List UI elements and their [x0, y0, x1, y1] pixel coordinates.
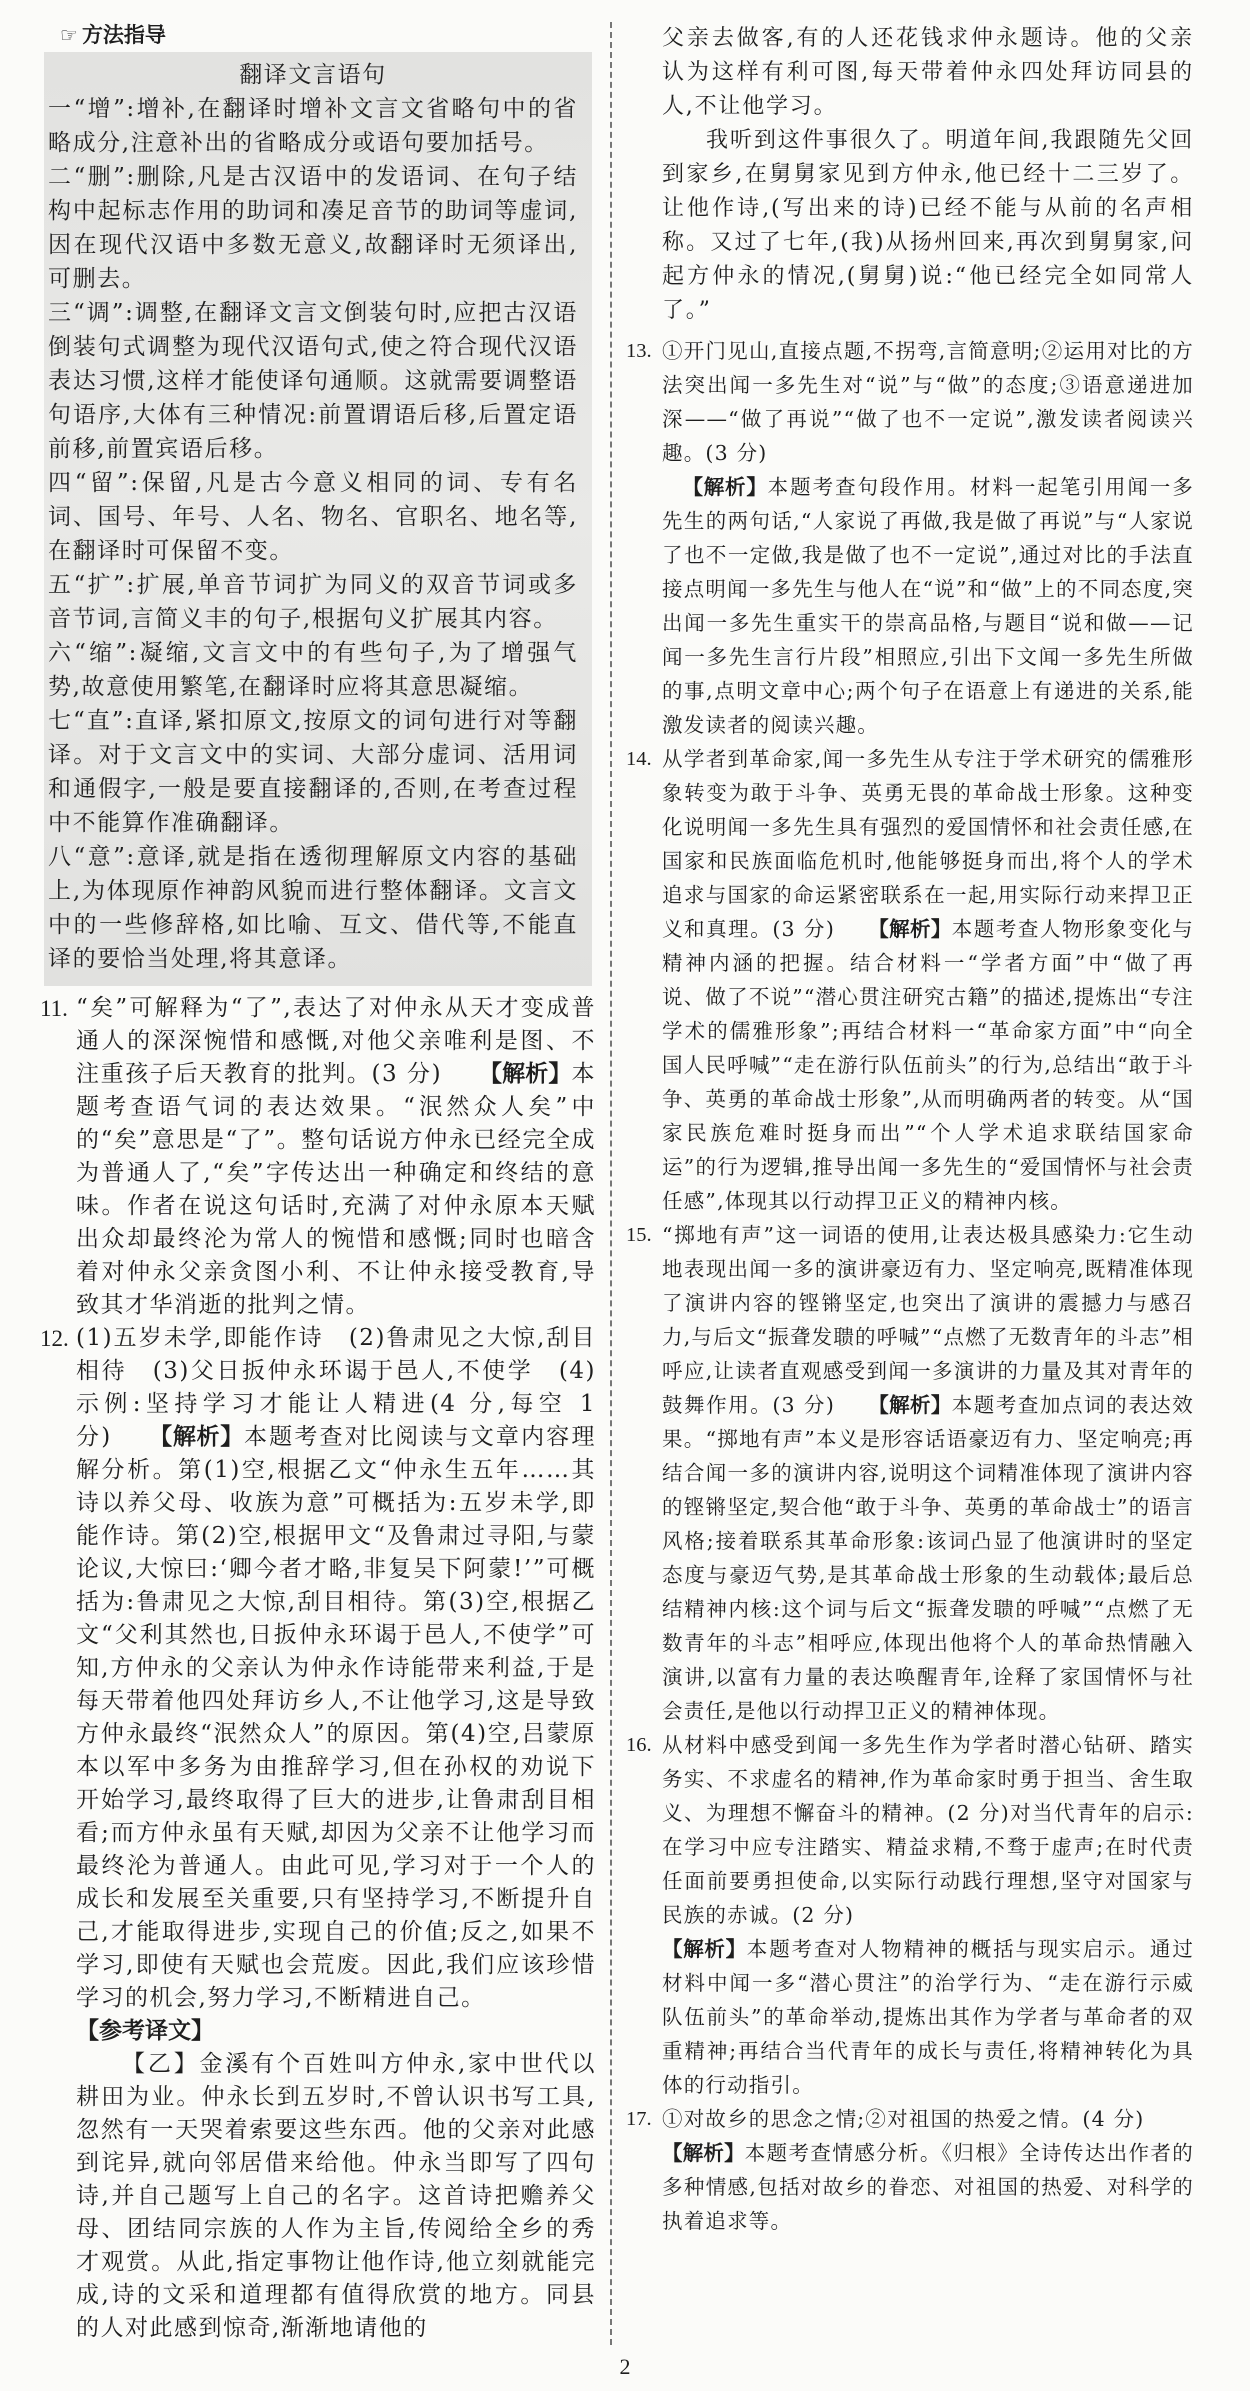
guide-rule: 八“意”:意译,就是指在透彻理解原文内容的基础上,为体现原作神韵风貌而进行整体翻译。文言文中的一些修辞格,如比喻、互文、借代等,不能直译的要恰当处理,将其意译。: [48, 844, 578, 972]
score: (3 分): [371, 1061, 443, 1087]
analysis-text: 本题考查句段作用。材料一起笔引用闻一多先生的两句话,“人家说了再做,我是做了再说”与“人家说了也不一定做,我是做了也不一定说”,通过对比的手法直接点明闻一多先生与他人在“说”和“做”上的不同态度,突出闻一多先生重实干的崇高品格,与题目“说和做——记闻一多先生言行片段”相照应,引出下文闻一多先生所做的事,点明文章中心;两个句子在语意上有递进的关系,能激发读者的阅读兴趣。: [662, 475, 1194, 737]
answer-text: 从学者到革命家,闻一多先生从专注于学术研究的儒雅形象转变为敢于斗争、英勇无畏的革命战士形象。这种变化说明闻一多先生具有强烈的爱国情怀和社会责任感,在国家和民族面临危机时,他能够挺身而出,将个人的学术追求与国家的命运紧密联系在一起,用实际行动来捍卫正义和真理。: [662, 747, 1194, 941]
columns: [0, 22, 1250, 2345]
guide-title: 翻译文言语句: [239, 62, 387, 88]
question-number: 13.: [626, 340, 652, 362]
answer-text: 对当代青年的启示:在学习中应专注踏实、精益求精,不骛于虚声;在时代责任面前要勇担使命,以实际行动践行理想,坚守对国家与民族的赤诚。: [662, 1801, 1194, 1927]
analysis-text: 本题考查对比阅读与文章内容理解分析。第(1)空,根据乙文“仲永生五年……其诗以养父母、收族为意”可概括为:五岁未学,即能作诗。第(2)空,根据甲文“及鲁肃过寻阳,与蒙论议,大惊曰:‘卿今者才略,非复吴下阿蒙!’”可概括为:鲁肃见之大惊,刮目相待。第(3)空,根据乙文“父利其然也,日扳仲永环谒于邑人,不使学”可知,方仲永的父亲认为仲永作诗能带来利益,于是每天带着他四处拜访乡人,不让他学习,这是导致方仲永最终“泯然众人”的原因。第(4)空,吕蒙原本以军中多务为由推辞学习,但在孙权的劝说下开始学习,最终取得了巨大的进步,让鲁肃刮目相看;而方仲永虽有天赋,却因为父亲不让他学习而最终沦为普通人。由此可见,学习对于一个人的成长和发展至关重要,只有坚持学习,不断提升自己,才能取得进步,实现自己的价值;反之,如果不学习,即使有天赋也会荒废。因此,我们应该珍惜学习的机会,努力学习,不断精进自己。: [76, 1424, 596, 2011]
question-number: 17.: [626, 2108, 652, 2130]
answer-text: ①开门见山,直接点题,不拐弯,言简意明;②运用对比的方法突出闻一多先生对“说”与“做”的态度;③语意递进加深——“做了再说”“做了也不一定说”,激发读者阅读兴趣。: [662, 339, 1194, 465]
answer-text: “掷地有声”这一词语的使用,让表达极具感染力:它生动地表现出闻一多的演讲豪迈有力、坚定响亮,既精准体现了演讲内容的铿锵坚定,也突出了演讲的震撼力与感召力,与后文“振聋发聩的呼喊”“点燃了无数青年的斗志”相呼应,让读者直观感受到闻一多演讲的力量及其对青年的鼓舞作用。: [662, 1223, 1194, 1417]
question-number: 12.: [40, 1326, 69, 1351]
method-guide-header: [60, 22, 596, 48]
answer-item-11: [40, 992, 596, 1322]
score: (2 分): [947, 1801, 1010, 1825]
question-number: 15.: [626, 1224, 652, 1246]
guide-rule: 二“删”:删除,凡是古汉语中的发语词、在句子结构中起标志作用的助词和凑足音节的助词等虚词,因在现代汉语中多数无意义,故翻译时无须译出,可删去。: [48, 164, 578, 292]
page-number: 2: [619, 2354, 631, 2379]
analysis-block: [662, 1932, 1194, 2102]
answer-text: ①对故乡的思念之情;②对祖国的热爱之情。: [662, 2107, 1083, 2131]
answer-item-13: [626, 334, 1194, 742]
analysis-label: 【解析】: [662, 1937, 747, 1961]
analysis-text: 本题考查加点词的表达效果。“掷地有声”本义是形容话语豪迈有力、坚定响亮;再结合闻一多的演讲内容,说明这个词精准体现了演讲内容的铿锵坚定,契合他“敢于斗争、英勇的革命战士”的语言风格;接着联系其革命形象:该词凸显了他演讲时的坚定态度与豪迈气势,是其革命战士形象的生动载体;最后总结精神内核:这个词与后文“振聋发聩的呼喊”“点燃了无数青年的斗志”相呼应,体现出他将个人的革命热情融入演讲,以富有力量的表达唤醒青年,诠释了家国情怀与社会责任,是他以行动捍卫正义的精神体现。: [662, 1393, 1195, 1723]
question-number: 14.: [626, 748, 652, 770]
analysis-label: 【解析】: [867, 917, 952, 941]
question-number: 11.: [40, 996, 68, 1021]
method-guide-box: [44, 52, 592, 986]
analysis-text: 本题考查人物形象变化与精神内涵的把握。结合材料一“学者方面”中“做了再说、做了不说”“潜心贯注研究古籍”的描述,提炼出“专注学术的儒雅形象”;再结合材料一“革命家方面”中“向全国人民呼喊”“走在游行队伍前头”的行为,总结出“敢于斗争、英勇的革命战士形象”,从而明确两者的转变。从“国家民族危难时挺身而出”“个人学术追求联结国家命运”的行为逻辑,推导出闻一多先生的“爱国情怀与社会责任感”,体现其以行动捍卫正义的精神内核。: [662, 917, 1195, 1213]
reference-translation-continued: [626, 22, 1194, 328]
analysis-text: 本题考查语气词的表达效果。“泯然众人矣”中的“矣”意思是“了”。整句话说方仲永已经完全成为普通人了,“矣”字传达出一种确定和终结的意味。作者在说这句话时,充满了对仲永原本天赋出众却最终沦为常人的惋惜和感慨;同时也暗含着对仲永父亲贪图小利、不让仲永接受教育,导致其才华消逝的批判之情。: [76, 1061, 597, 1318]
analysis-text: 本题考查对人物精神的概括与现实启示。通过材料中闻一多“潜心贯注”的治学行为、“走在游行示威队伍前头”的革命举动,提炼出其作为学者与革命者的双重精神;再结合当代青年的成长与责任,将精神转化为具体的行动指引。: [662, 1937, 1195, 2097]
answer-item-12: [40, 1322, 596, 2015]
answer-item-16: [626, 1728, 1194, 2102]
answer-item-15: [626, 1218, 1194, 1728]
analysis-text: 本题考查情感分析。《归根》全诗传达出作者的多种情感,包括对故乡的眷恋、对祖国的热爱、对科学的执着追求等。: [662, 2141, 1195, 2233]
answer-item-14: [626, 742, 1194, 1218]
column-divider: [610, 22, 612, 2345]
pointing-hand-icon: ☞: [60, 23, 78, 47]
guide-rule: 六“缩”:凝缩,文言文中的有些句子,为了增强气势,故意使用繁笔,在翻译时应将其意思凝缩。: [48, 640, 578, 700]
left-column: [40, 22, 596, 2345]
analysis-label: 【解析】: [148, 1424, 244, 1450]
score: (4 分): [1082, 2107, 1145, 2131]
guide-rule: 一“增”:增补,在翻译时增补文言文省略句中的省略成分,注意补出的省略成分或语句要加括号。: [48, 96, 578, 156]
analysis-label: 【解析】: [682, 475, 768, 499]
score: (4 分,每空 1 分): [76, 1391, 596, 1450]
answer-text: (1)五岁未学,即能作诗 (2)鲁肃见之大惊,刮目相待 (3)父日扳仲永环谒于邑人,不使学 (4)示例:坚持学习才能让人精进: [76, 1325, 596, 1417]
left-answers: [40, 992, 596, 2345]
method-guide-label: 方法指导: [81, 23, 166, 47]
guide-rule: 七“直”:直译,紧扣原文,按原文的词句进行对等翻译。对于文言文中的实词、大部分虚词、活用词和通假字,一般是要直接翻译的,否则,在考查过程中不能算作准确翻译。: [48, 708, 578, 836]
right-answers: [626, 334, 1194, 2238]
question-number: 16.: [626, 1734, 652, 1756]
score: (3 分): [772, 917, 836, 941]
guide-rule: 五“扩”:扩展,单音节词扩为同义的双音节词或多音节词,言简义丰的句子,根据句义扩展其内容。: [48, 572, 578, 632]
reference-translation-title: 【参考译文】: [76, 2018, 214, 2044]
reference-translation-paragraph: 【乙】金溪有个百姓叫方仲永,家中世代以耕田为业。仲永长到五岁时,不曾认识书写工具,忽然有一天哭着索要这些东西。他的父亲对此感到诧异,就向邻居借来给他。仲永当即写了四句诗,并自己题写上自己的名字。这首诗把赡养父母、团结同宗族的人作为主旨,传阅给全乡的秀才观赏。从此,指定事物让他作诗,他立刻就能完成,诗的文采和道理都有值得欣赏的地方。同县的人对此感到惊奇,渐渐地请他的: [76, 2051, 596, 2341]
right-column: [626, 22, 1194, 2345]
analysis-label: 【解析】: [867, 1393, 952, 1417]
answer-text: 从材料中感受到闻一多先生作为学者时潜心钻研、踏实务实、不求虚名的精神,作为革命家时勇于担当、舍生取义、为理想不懈奋斗的精神。: [662, 1733, 1194, 1825]
score: (3 分): [772, 1393, 836, 1417]
guide-rule: 三“调”:调整,在翻译文言文倒装句时,应把古汉语倒装句式调整为现代汉语句式,使之符合现代汉语表达习惯,这样才能使译句通顺。这就需要调整语句语序,大体有三种情况:前置谓语后移,后置定语前移,前置宾语后移。: [48, 300, 578, 462]
reference-translation-paragraph: 我听到这件事很久了。明道年间,我跟随先父回到家乡,在舅舅家见到方仲永,他已经十二三岁了。让他作诗,(写出来的诗)已经不能与从前的名声相称。又过了七年,(我)从扬州回来,再次到舅舅家,问起方仲永的情况,(舅舅)说:“他已经完全如同常人了。”: [662, 128, 1194, 323]
answer-text: “矣”可解释为“了”,表达了对仲永从天才变成普通人的深深惋惜和感慨,对他父亲唯利是图、不注重孩子后天教育的批判。: [76, 995, 596, 1087]
analysis-block: [662, 2136, 1194, 2238]
score: (3 分): [705, 441, 768, 465]
answer-item-17: [626, 2102, 1194, 2238]
guide-rule: 四“留”:保留,凡是古今意义相同的词、专有名词、国号、年号、人名、物名、官职名、地名等,在翻译时可保留不变。: [48, 470, 578, 564]
reference-translation-paragraph: 父亲去做客,有的人还花钱求仲永题诗。他的父亲认为这样有利可图,每天带着仲永四处拜访同县的人,不让他学习。: [662, 26, 1194, 119]
analysis-label: 【解析】: [478, 1061, 572, 1087]
analysis-label: 【解析】: [662, 2141, 745, 2165]
analysis-block: [662, 470, 1194, 742]
score: (2 分): [792, 1903, 855, 1927]
